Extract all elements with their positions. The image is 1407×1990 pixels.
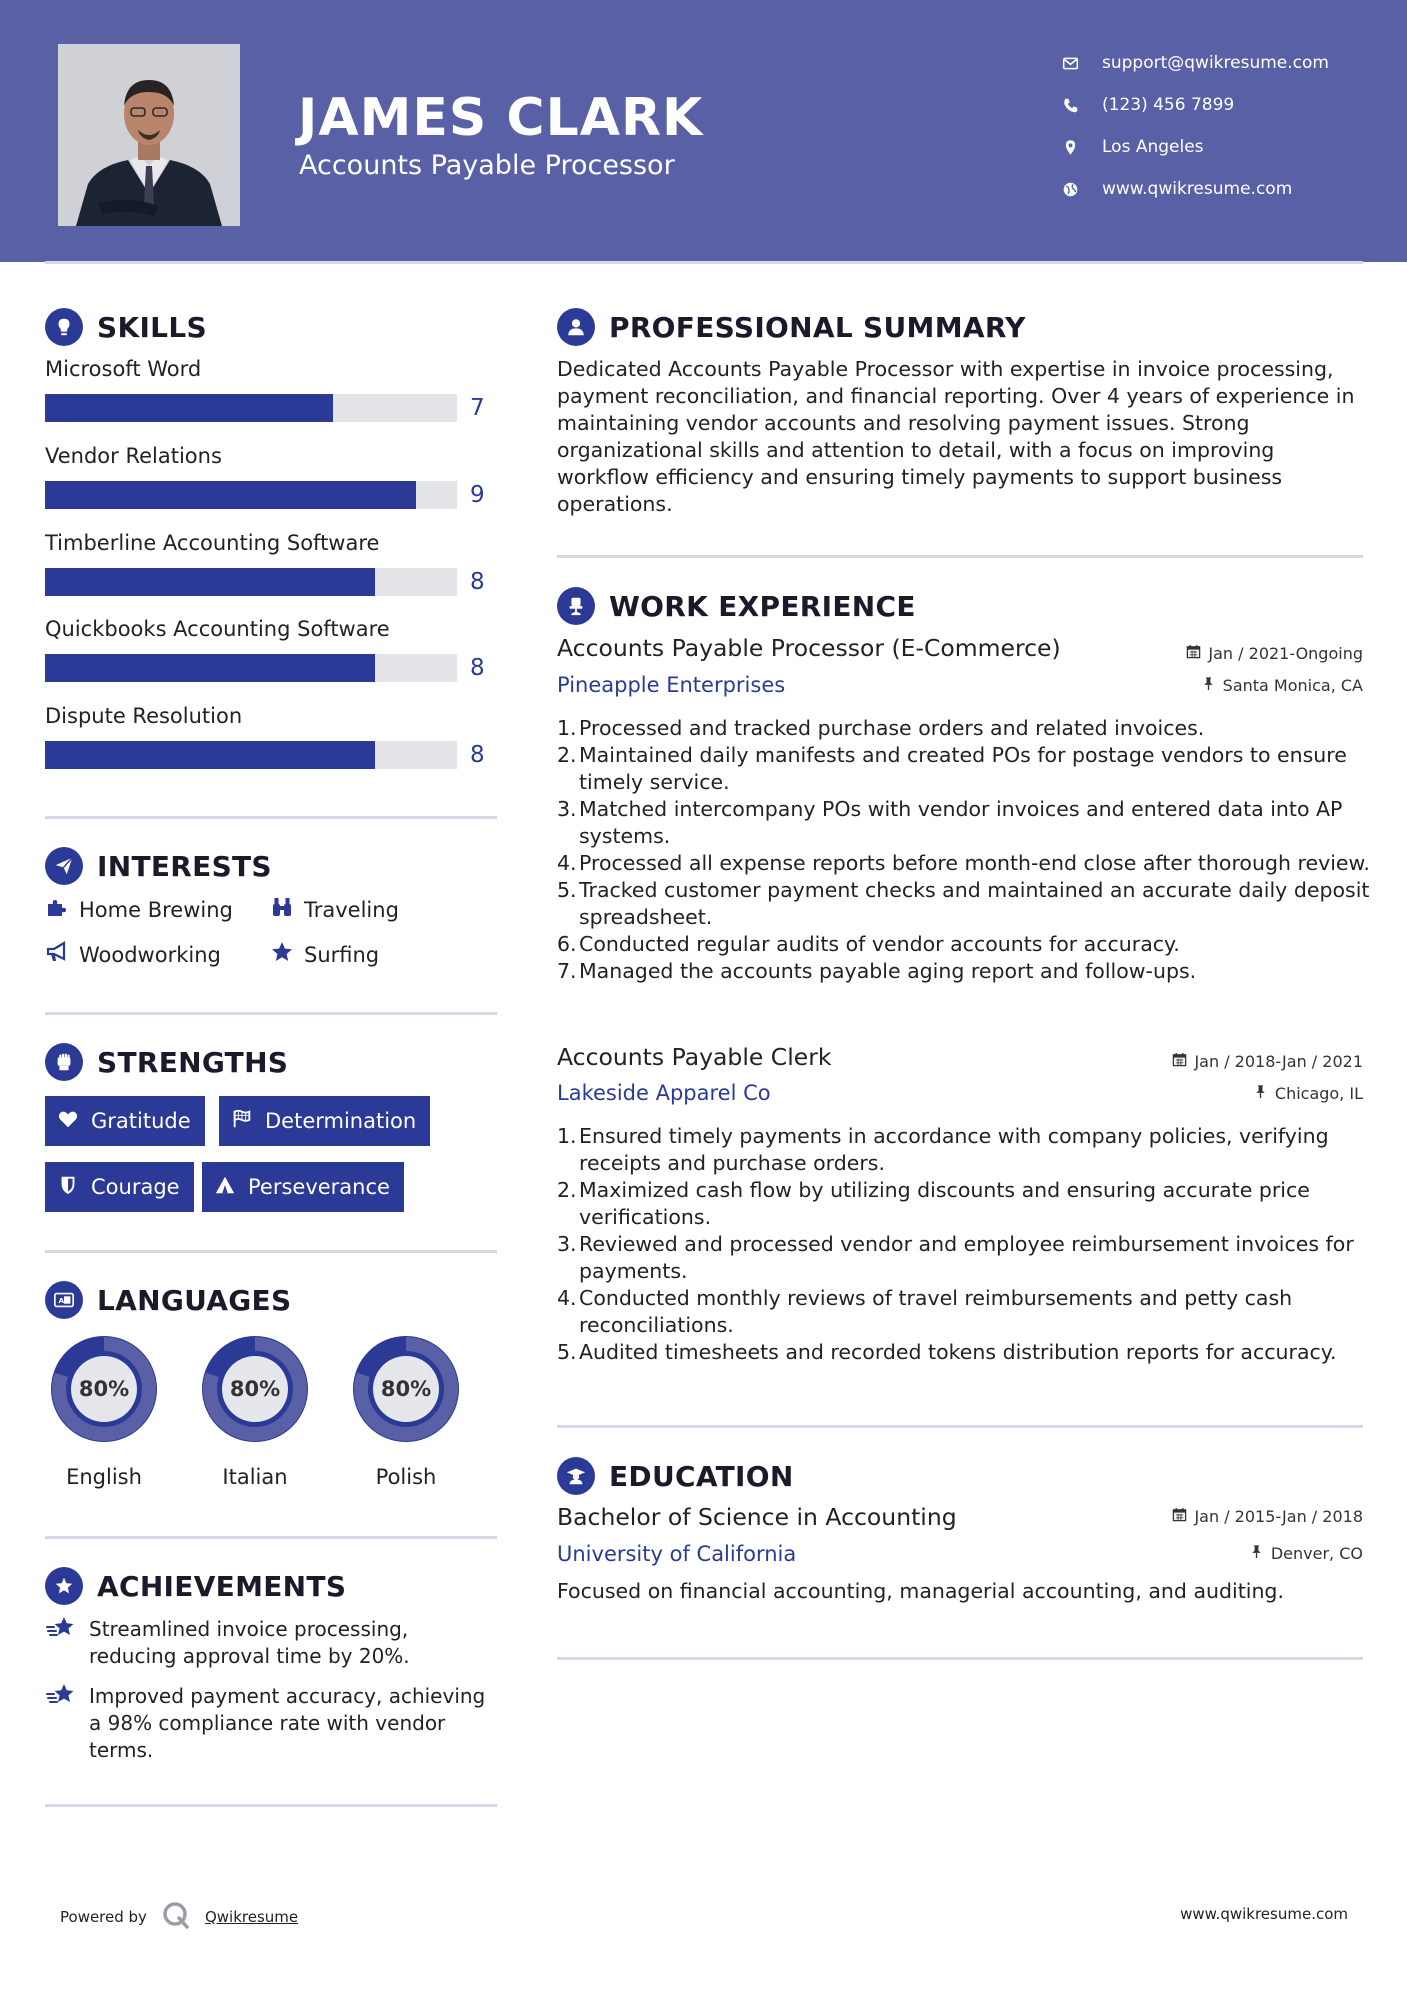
job-location-text: Chicago, IL [1274,1084,1363,1103]
skill-label: Timberline Accounting Software [45,531,380,555]
mountain-icon [214,1174,248,1201]
strength-label: Determination [265,1109,417,1133]
language-donut [345,1328,467,1450]
section-divider [45,1804,497,1807]
skill-bar [45,394,457,422]
language-label: English [66,1465,142,1489]
job-title: Accounts Payable Processor (E-Commerce) [557,634,1061,662]
job-dates-text: Jan / 2018-Jan / 2021 [1194,1052,1363,1071]
list-item: 5. Audited timesheets and recorded tokens distribution reports for accuracy. [557,1340,1337,1364]
footer-website[interactable]: www.qwikresume.com [1180,1905,1348,1923]
achievement-text: Improved payment accuracy, achieving a 98% compliance rate with vendor terms. [89,1684,486,1762]
puzzle-icon [45,895,79,924]
skill-bar [45,481,457,509]
strength-chip [219,1096,430,1146]
contact-location-text: Los Angeles [1102,137,1204,157]
paper-plane-icon [45,847,83,885]
language-donut [43,1328,165,1450]
list-item: 1. Ensured timely payments in accordance with company policies, verifying receipts and purchase orders. [557,1124,1329,1175]
skill-bar [45,741,457,769]
interest-label: Surfing [304,942,380,967]
skill-value: 8 [470,742,485,768]
contact-email-text: support@qwikresume.com [1102,53,1329,73]
language-percent: 80% [380,1377,432,1401]
language-percent: 80% [229,1377,281,1401]
skill-label: Dispute Resolution [45,704,243,728]
education-dates [1172,1507,1363,1526]
achievements-heading [45,1567,346,1605]
contact-location [1062,126,1382,168]
interest-item [45,940,221,969]
experience-heading [557,587,916,625]
skill-label: Vendor Relations [45,444,222,468]
achievements-heading-text: ACHIEVEMENTS [97,1569,347,1603]
job-dates [1186,644,1363,663]
skill-label: Quickbooks Accounting Software [45,617,390,641]
skill-value: 7 [470,395,485,421]
graduate-icon [557,1457,595,1495]
section-divider [557,555,1363,558]
job-bullets [557,715,1372,985]
strength-label: Gratitude [91,1109,191,1133]
section-divider [45,1250,497,1253]
heart-icon [57,1108,91,1135]
skill-value: 9 [470,482,485,508]
job-location [1253,1084,1363,1103]
interest-item [45,895,233,924]
globe-icon [1062,181,1102,198]
job-location [1201,676,1363,695]
powered-by-text: Powered by [60,1908,147,1926]
experience-heading-text: WORK EXPERIENCE [609,589,916,623]
strength-chip [202,1162,404,1212]
section-divider [45,816,497,819]
skill-bar-fill [45,741,375,769]
list-item: 4. Processed all expense reports before month-end close after thorough review. [557,851,1370,875]
skill-label: Microsoft Word [45,357,202,381]
summary-heading [557,308,1026,346]
job-dates-text: Jan / 2021-Ongoing [1208,644,1363,663]
phone-icon [1062,97,1102,114]
profile-photo [58,44,240,226]
skill-value: 8 [470,569,485,595]
footer-powered-by [60,1900,298,1934]
education-location-text: Denver, CO [1270,1544,1363,1563]
job-title: Accounts Payable Clerk [557,1043,832,1071]
list-item: 7. Managed the accounts payable aging report and follow-ups. [557,959,1197,983]
list-item: 5. Tracked customer payment checks and maintained an accurate daily deposit spreadsheet. [557,878,1370,929]
shooting-star-icon [45,1616,89,1670]
skill-bar [45,568,457,596]
languages-heading-text: LANGUAGES [97,1283,292,1317]
company-name: Lakeside Apparel Co [557,1081,771,1105]
map-pin-icon [1062,139,1102,156]
pushpin-icon [1201,676,1223,695]
list-item: 1. Processed and tracked purchase orders and related invoices. [557,716,1205,740]
summary-text: Dedicated Accounts Payable Processor with expertise in invoice processing, payment reconciliation, and financial reporting. Over 4 years of experience in maintaining vendor accounts and resolving payment issues. Strong organizational skills and attention to detail, with a focus on improving workflow efficiency and ensuring timely payments to support business operations. [557,357,1355,516]
education-dates-text: Jan / 2015-Jan / 2018 [1194,1507,1363,1526]
candidate-name: JAMES CLARK [298,88,704,148]
interest-label: Home Brewing [79,897,233,922]
skill-bar [45,654,457,682]
interest-item [270,940,379,969]
strengths-heading-text: STRENGTHS [97,1045,289,1079]
strength-label: Perseverance [248,1175,390,1199]
company-name: Pineapple Enterprises [557,673,786,697]
achievement-item [45,1616,495,1670]
skills-heading-text: SKILLS [97,310,207,344]
skill-value: 8 [470,655,485,681]
calendar-icon [1172,1052,1194,1071]
shield-icon [57,1174,91,1201]
strength-chip [45,1162,194,1212]
degree-title: Bachelor of Science in Accounting [557,1503,957,1531]
candidate-title: Accounts Payable Processor [299,150,675,181]
interests-heading [45,847,272,885]
education-heading [557,1457,794,1495]
language-donut [194,1328,316,1450]
list-item: 3. Matched intercompany POs with vendor invoices and entered data into AP systems. [557,797,1343,848]
language-label: Polish [375,1465,437,1489]
pushpin-icon [1253,1084,1275,1103]
calendar-icon [1172,1507,1194,1526]
shooting-star-icon [45,1683,89,1764]
brand-link[interactable]: Qwikresume [204,1908,299,1926]
list-item: 4. Conducted monthly reviews of travel reimbursements and petty cash reconciliations. [557,1286,1293,1337]
contact-website[interactable] [1062,168,1382,210]
section-divider [45,1012,497,1015]
list-item: 2. Maintained daily manifests and created POs for postage vendors to ensure timely service. [557,743,1347,794]
strengths-heading [45,1043,288,1081]
interest-label: Traveling [304,897,399,922]
chair-icon [557,587,595,625]
skill-bar-fill [45,481,416,509]
education-description: Focused on financial accounting, managerial accounting, and auditing. [557,1579,1284,1603]
job-dates [1172,1052,1363,1071]
summary-heading-text: PROFESSIONAL SUMMARY [609,310,1026,344]
contact-website-text: www.qwikresume.com [1102,179,1293,199]
contact-list [1062,42,1382,210]
user-icon [557,308,595,346]
star-icon [270,940,304,969]
strength-label: Courage [91,1175,180,1199]
contact-phone-text: (123) 456 7899 [1102,95,1235,115]
contact-email[interactable] [1062,42,1382,84]
section-divider [45,1536,497,1539]
qwikresume-logo-icon [147,1900,205,1934]
pushpin-icon [1249,1544,1271,1563]
contact-phone[interactable] [1062,84,1382,126]
education-location [1249,1544,1363,1563]
skills-heading [45,308,207,346]
language-icon [45,1281,83,1319]
envelope-icon [1062,55,1102,72]
resume-header [0,0,1407,262]
education-heading-text: EDUCATION [609,1459,794,1493]
skill-bar-fill [45,654,375,682]
interests-heading-text: INTERESTS [97,849,272,883]
bullhorn-icon [45,940,79,969]
list-item: 2. Maximized cash flow by utilizing discounts and ensuring accurate price verifications. [557,1178,1310,1229]
skill-bar-fill [45,568,375,596]
fist-icon [45,1043,83,1081]
languages-heading [45,1281,291,1319]
job-bullets [557,1123,1372,1366]
school-name: University of California [557,1542,797,1566]
list-item: 6. Conducted regular audits of vendor accounts for accuracy. [557,932,1180,956]
svg-text:A: A [58,1296,65,1306]
lightbulb-icon [45,308,83,346]
section-divider [557,1657,1363,1660]
binoculars-icon [270,895,304,924]
achievement-item [45,1683,495,1764]
strength-chip [45,1096,205,1146]
calendar-icon [1186,644,1208,663]
section-divider [557,1425,1363,1428]
interest-item [270,895,399,924]
list-item: 3. Reviewed and processed vendor and employee reimbursement invoices for payments. [557,1232,1354,1283]
header-divider [45,261,1363,264]
language-label: Italian [222,1465,288,1489]
interest-label: Woodworking [79,942,221,967]
language-percent: 80% [78,1377,130,1401]
skill-bar-fill [45,394,333,422]
flag-icon [231,1108,265,1135]
star-badge-icon [45,1567,83,1605]
job-location-text: Santa Monica, CA [1222,676,1363,695]
achievement-text: Streamlined invoice processing, reducing approval time by 20%. [89,1617,410,1668]
